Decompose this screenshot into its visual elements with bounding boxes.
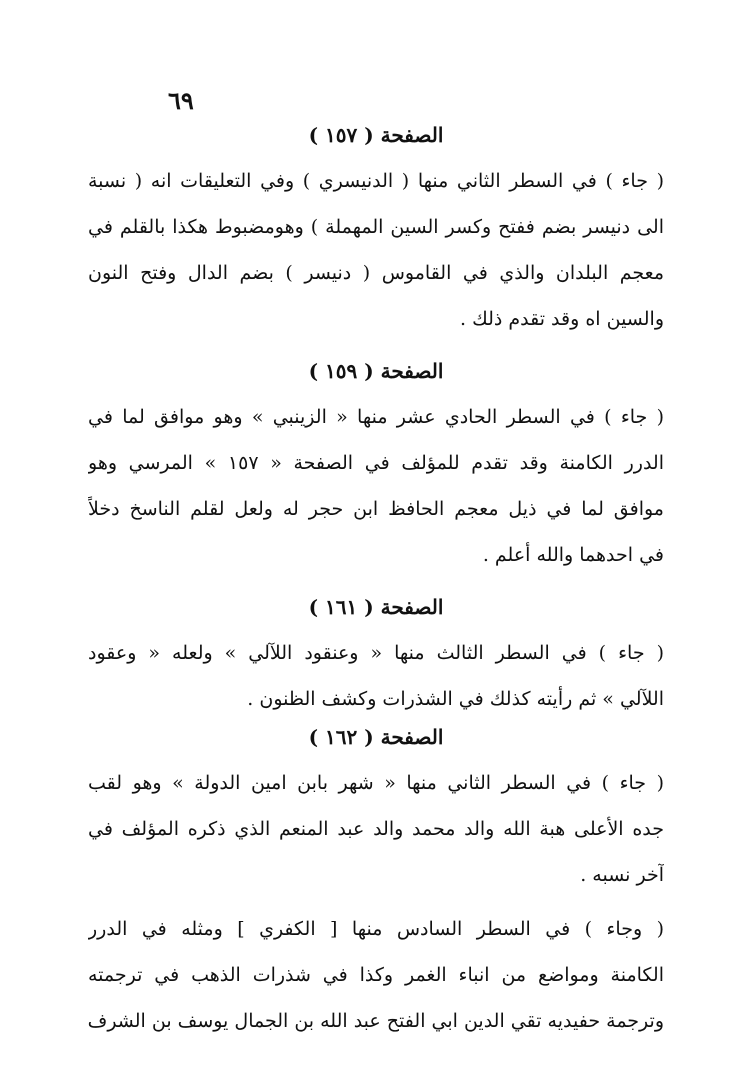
section-page-162 <box>88 722 664 1044</box>
page-body <box>88 120 664 1044</box>
text-line: وترجمة حفيديه تقي الدين ابي الفتح عبد الله بن الجمال يوسف بن الشرف <box>88 1010 664 1032</box>
text-line: الكامنة ومواضع من انباء الغمر وكذا في شذرات الذهب في ترجمته <box>88 964 664 986</box>
text-line: ( جاء ) في السطر الحادي عشر منها « الزينبي » وهو موافق لما في <box>88 406 664 428</box>
text-line: جده الأعلى هبة الله والد محمد والد عبد المنعم الذي ذكره المؤلف في <box>88 818 664 840</box>
text-line: اللآلي » ثم رأيته كذلك في الشذرات وكشف الظنون . <box>247 688 664 710</box>
text-line: في احدهما والله أعلم . <box>482 544 664 566</box>
text-line: ( جاء ) في السطر الثالث منها « وعنقود اللآلي » ولعله « وعقود <box>88 642 664 664</box>
section-page-159 <box>88 356 664 578</box>
text-line: والسين اه وقد تقدم ذلك . <box>460 308 664 330</box>
page-number: ٦٩ <box>168 86 194 115</box>
text-line: الدرر الكامنة وقد تقدم للمؤلف في الصفحة « ١٥٧ » المرسي وهو <box>88 452 664 474</box>
section-heading: الصفحة ( ١٥٧ ) <box>308 123 444 147</box>
section-heading: الصفحة ( ١٦١ ) <box>308 595 444 619</box>
section-heading: الصفحة ( ١٥٩ ) <box>308 359 444 383</box>
text-line: ( جاء ) في السطر الثاني منها ( الدنيسري ) وفي التعليقات انه ( نسبة <box>88 170 664 192</box>
text-line: الى دنيسر بضم ففتح وكسر السين المهملة ) وهومضبوط هكذا بالقلم في <box>88 216 664 238</box>
text-line: معجم البلدان والذي في القاموس ( دنيسر ) بضم الدال وفتح النون <box>88 262 664 284</box>
section-heading: الصفحة ( ١٦٢ ) <box>308 725 444 749</box>
text-line: ( وجاء ) في السطر السادس منها [ الكفري ] ومثله في الدرر <box>88 918 664 940</box>
text-line: موافق لما في ذيل معجم الحافظ ابن حجر له ولعل لقلم الناسخ دخلاً <box>88 498 664 520</box>
text-line: ( جاء ) في السطر الثاني منها « شهر بابن امين الدولة » وهو لقب <box>88 772 664 794</box>
section-page-157 <box>88 120 664 342</box>
section-page-161 <box>88 592 664 722</box>
text-line: آخر نسبه . <box>580 864 664 886</box>
